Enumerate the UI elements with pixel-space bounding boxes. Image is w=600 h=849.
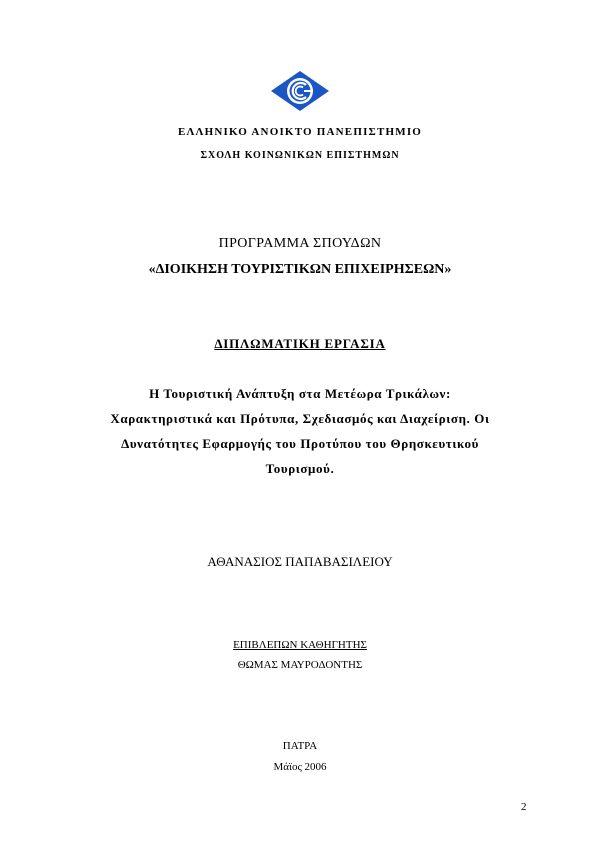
thesis-title-line: Δυνατότητες Εφαρμογής του Προτύπου του Θρησκευτικού [121,436,479,451]
author-name: ΑΘΑΝΑΣΙΟΣ ΠΑΠΑΒΑΣΙΛΕΙΟΥ [207,554,393,569]
city: ΠΑΤΡΑ [282,740,318,752]
date: Μάϊος 2006 [273,761,327,773]
program-label: ΠΡΟΓΡΑΜΜΑ ΣΠΟΥΔΩΝ [218,236,382,251]
university-name: ΕΛΛΗΝΙΚΟ ΑΝΟΙΚΤΟ ΠΑΝΕΠΙΣΤΗΜΙΟ [177,126,423,138]
supervisor-label [0,639,600,651]
page-number: 2 [521,801,527,813]
program-name: «ΔΙΟΙΚΗΣΗ ΤΟΥΡΙΣΤΙΚΩΝ ΕΠΙΧΕΙΡΗΣΕΩΝ» [148,262,452,277]
thesis-title-line: Χαρακτηριστικά και Πρότυπα, Σχεδιασμός και Διαχείριση. Οι [110,411,490,426]
thesis-title-line: Τουρισμού. [265,461,335,476]
supervisor-name: ΘΩΜΑΣ ΜΑΥΡΟΔΟΝΤΗΣ [237,659,363,671]
university-logo-icon [270,70,330,112]
thesis-title-line: Η Τουριστική Ανάπτυξη στα Μετέωρα Τρικάλων: [149,386,451,401]
thesis-title [40,381,560,481]
document-type-heading [0,336,600,352]
document-type-text: ΔΙΠΛΩΜΑΤΙΚΗ ΕΡΓΑΣΙΑ [214,336,386,351]
supervisor-label-text: ΕΠΙΒΛΕΠΩΝ ΚΑΘΗΓΗΤΗΣ [233,639,367,651]
school-name: ΣΧΟΛΗ ΚΟΙΝΩΝΙΚΩΝ ΕΠΙΣΤΗΜΩΝ [200,150,400,161]
